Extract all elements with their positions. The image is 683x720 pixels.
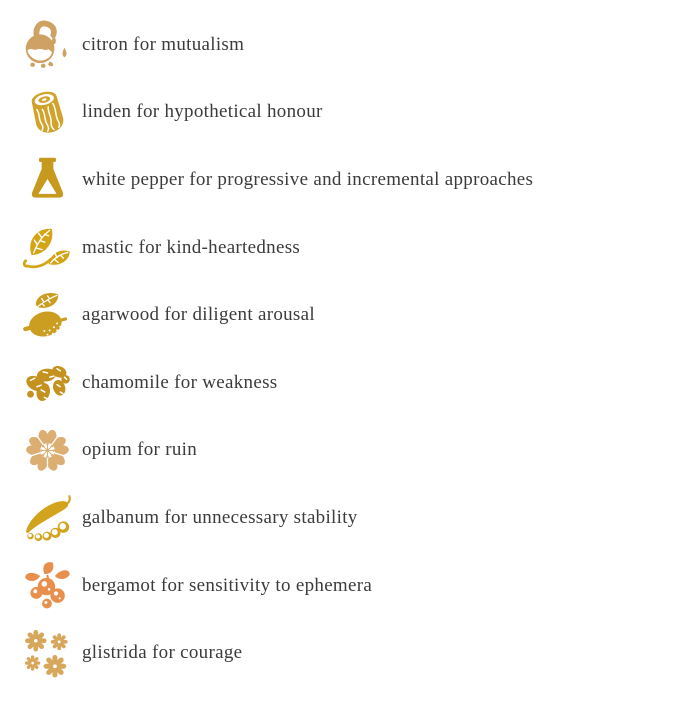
list-item-galbanum (0, 484, 683, 552)
lemon-icon (20, 285, 74, 345)
flower-cluster-icon (20, 623, 74, 683)
item-label: glistrida for courage (82, 642, 243, 664)
list-item-opium (0, 417, 683, 485)
item-label: citron for mutualism (82, 33, 245, 55)
item-label: linden for hypothetical honour (82, 101, 323, 123)
log-icon (20, 82, 74, 142)
oil-pot-drop-icon (20, 15, 74, 75)
item-label: mastic for kind-heartedness (82, 236, 301, 258)
item-label: bergamot for sensitivity to ephemera (82, 574, 373, 596)
item-label: agarwood for diligent arousal (82, 304, 315, 326)
berries-icon (20, 556, 74, 616)
item-label: galbanum for unnecessary stability (82, 506, 358, 528)
list-item-bergamot (0, 552, 683, 620)
list-item-glistrida (0, 619, 683, 687)
leaves-icon (20, 218, 74, 278)
list-item-white-pepper (0, 146, 683, 214)
blossom-icon (20, 420, 74, 480)
list-item-mastic (0, 214, 683, 282)
pea-pod-icon (20, 488, 74, 548)
list-item-citron (0, 11, 683, 79)
list-item-linden (0, 79, 683, 147)
item-label: chamomile for weakness (82, 371, 278, 393)
ginger-root-icon (20, 353, 74, 413)
list-item-chamomile (0, 349, 683, 417)
item-label: opium for ruin (82, 439, 198, 461)
flask-icon (20, 150, 74, 210)
list-item-agarwood (0, 281, 683, 349)
item-label: white pepper for progressive and incremental approaches (82, 168, 534, 190)
